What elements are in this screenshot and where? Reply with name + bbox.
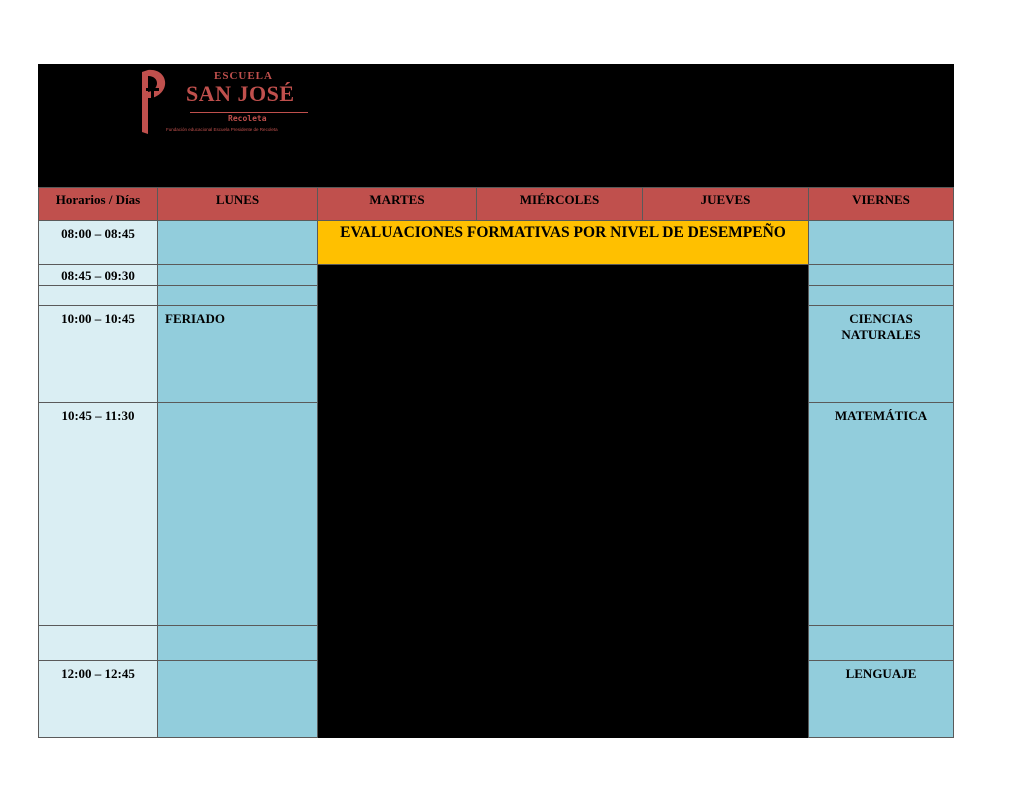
logo-tagline: Fundación educacional Escuela Presidente de Recoleta [166, 127, 278, 132]
time-slot-3: 10:00 – 10:45 [38, 305, 158, 403]
header-time: Horarios / Días [38, 187, 158, 221]
header-friday: VIERNES [808, 187, 954, 221]
friday-cell-4: MATEMÁTICA [808, 402, 954, 626]
school-logo [138, 68, 338, 138]
friday-cell-3: CIENCIAS NATURALES [808, 305, 954, 403]
friday-cell-2 [808, 264, 954, 286]
friday-cell-break [808, 285, 954, 306]
friday-cell-break-2 [808, 625, 954, 661]
time-slot-2: 08:45 – 09:30 [38, 264, 158, 286]
time-slot-break-2 [38, 625, 158, 661]
header-tuesday: MARTES [317, 187, 477, 221]
header-monday: LUNES [157, 187, 318, 221]
monday-cell-5 [157, 660, 318, 738]
monday-cell-4 [157, 402, 318, 626]
header-thursday: JUEVES [642, 187, 809, 221]
time-slot-break [38, 285, 158, 306]
logo-school-name: SAN JOSÉ [186, 81, 295, 106]
header-wednesday: MIÉRCOLES [476, 187, 643, 221]
school-emblem-icon [138, 68, 170, 136]
monday-cell-break-2 [157, 625, 318, 661]
monday-cell-break [157, 285, 318, 306]
time-slot-1: 08:00 – 08:45 [38, 220, 158, 265]
time-slot-5: 12:00 – 12:45 [38, 660, 158, 738]
monday-cell-3: FERIADO [157, 305, 318, 403]
friday-cell-1 [808, 220, 954, 265]
logo-line-recoleta: Recoleta [228, 114, 267, 123]
monday-cell-2 [157, 264, 318, 286]
friday-cell-5: LENGUAJE [808, 660, 954, 738]
logo-line-escuela: ESCUELA [214, 70, 273, 82]
logo-divider [190, 112, 308, 113]
time-slot-4: 10:45 – 11:30 [38, 402, 158, 626]
monday-cell-1 [157, 220, 318, 265]
evaluation-banner: EVALUACIONES FORMATIVAS POR NIVEL DE DESEMPEÑO [317, 220, 809, 265]
